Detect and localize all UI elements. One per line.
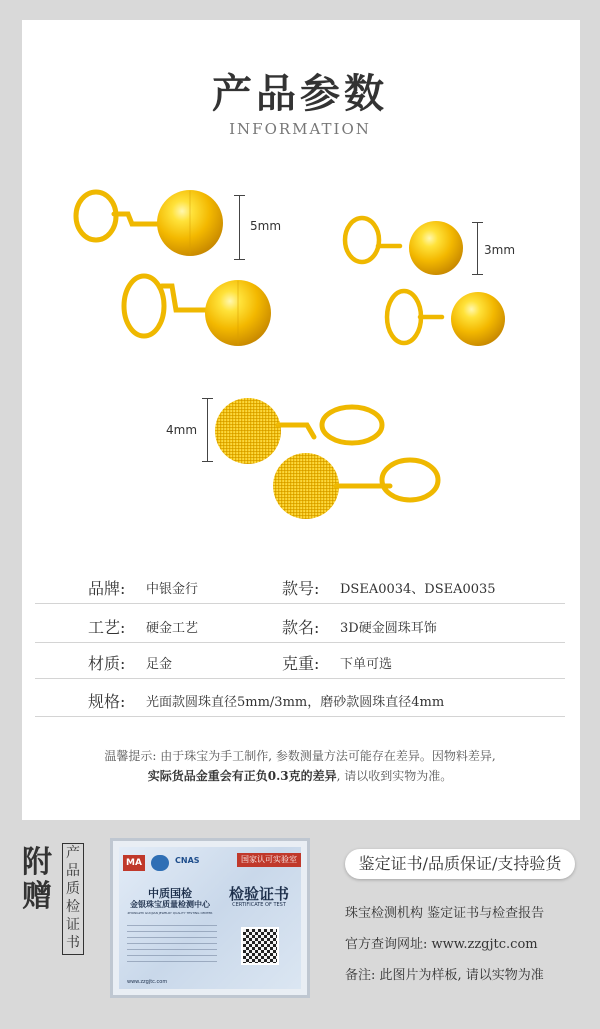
- spec-row-material: [35, 643, 565, 679]
- dimension-tick: [472, 222, 483, 223]
- name-value: 3D硬金圆珠耳饰: [340, 621, 437, 636]
- page-subtitle: INFORMATION: [229, 120, 371, 138]
- gift-vertical-label: [62, 843, 84, 955]
- spec-row-size: [35, 681, 565, 717]
- dimension-label-small: 3mm: [484, 243, 516, 257]
- gift-vertical-char: 书: [66, 935, 80, 951]
- ma-logo: MA: [123, 855, 145, 871]
- info-line-3: 备注: 此图片为样板, 请以实物为准: [345, 968, 544, 983]
- info-line-2: 官方查询网址: www.zzgjtc.com: [345, 937, 538, 952]
- earring-small-top: [340, 208, 470, 278]
- certificate-text-block: [127, 925, 217, 965]
- weight-value: 下单可选: [340, 657, 393, 672]
- earring-large-top: [68, 178, 238, 268]
- notice-weight-warning: 实际货品金重会有正负0.3克的差异: [147, 769, 337, 783]
- page-title: 产品参数: [212, 70, 388, 117]
- model-label: 款号:: [282, 579, 320, 598]
- qr-code-icon: [241, 927, 279, 965]
- gift-vertical-char: 品: [66, 863, 80, 879]
- cnas-logo: CNAS: [175, 856, 200, 865]
- gift-vertical-char: 检: [66, 899, 80, 915]
- certificate-center: 金银珠宝质量检测中心: [130, 899, 210, 909]
- dimension-line-large: [239, 195, 240, 260]
- dimension-tick: [234, 195, 245, 196]
- size-label: 规格:: [88, 692, 126, 711]
- earring-frosted-bottom: [270, 450, 450, 525]
- gift-vertical-char: 证: [66, 917, 80, 933]
- gift-vertical-char: 产: [66, 845, 80, 861]
- model-value: DSEA0034、DSEA0035: [340, 582, 496, 597]
- certificate-image: [110, 838, 310, 998]
- craft-label: 工艺:: [88, 618, 126, 637]
- dimension-label-frosted: 4mm: [166, 423, 198, 437]
- certificate-org: 中质国检: [148, 887, 192, 900]
- name-label: 款名:: [282, 618, 320, 637]
- dimension-label-large: 5mm: [250, 219, 282, 233]
- size-value: 光面款圆珠直径5mm/3mm，磨砂款圆珠直径4mm: [146, 695, 445, 710]
- gift-char-1: 附: [22, 845, 52, 880]
- brand-value: 中银金行: [146, 582, 199, 597]
- notice-line-2: [0, 766, 600, 786]
- info-line-1: 珠宝检测机构 鉴定证书与检查报告: [345, 906, 545, 921]
- earring-small-bottom: [380, 283, 510, 353]
- dimension-tick: [472, 274, 483, 275]
- certificate-website: www.zzgjtc.com: [127, 979, 168, 985]
- dimension-tick: [234, 259, 245, 260]
- dimension-tick: [202, 398, 213, 399]
- material-value: 足金: [146, 657, 173, 672]
- dimension-tick: [202, 461, 213, 462]
- brand-label: 品牌:: [88, 579, 126, 598]
- craft-value: 硬金工艺: [146, 621, 199, 636]
- certificate-title: 检验证书: [228, 885, 289, 903]
- earring-large-bottom: [116, 268, 286, 358]
- material-label: 材质:: [88, 654, 126, 673]
- certificate-stamp: 国家认可实验室: [237, 853, 301, 867]
- dimension-line-small: [477, 222, 478, 275]
- notice-line-1: 温馨提示: 由于珠宝为手工制作, 参数测量方法可能存在差异。因物料差异,: [104, 749, 496, 763]
- gift-vertical-char: 质: [66, 881, 80, 897]
- notice-line-2-rest: , 请以收到实物为准。: [336, 769, 453, 783]
- dimension-line-frosted: [207, 398, 208, 462]
- spec-row-brand: [35, 568, 565, 604]
- certificate-body: [119, 847, 301, 989]
- guarantee-badge: 鉴定证书/品质保证/支持验货: [345, 849, 575, 879]
- gift-char-2: 赠: [22, 879, 52, 914]
- certificate-center-en: ZHONGZHI GUOJIAN JEWELRY QUALITY TESTING CENTER: [127, 911, 213, 915]
- weight-label: 克重:: [282, 654, 320, 673]
- certificate-title-en: CERTIFICATE OF TEST: [232, 902, 286, 908]
- cma-logo: [151, 855, 169, 871]
- spec-row-craft: [35, 607, 565, 643]
